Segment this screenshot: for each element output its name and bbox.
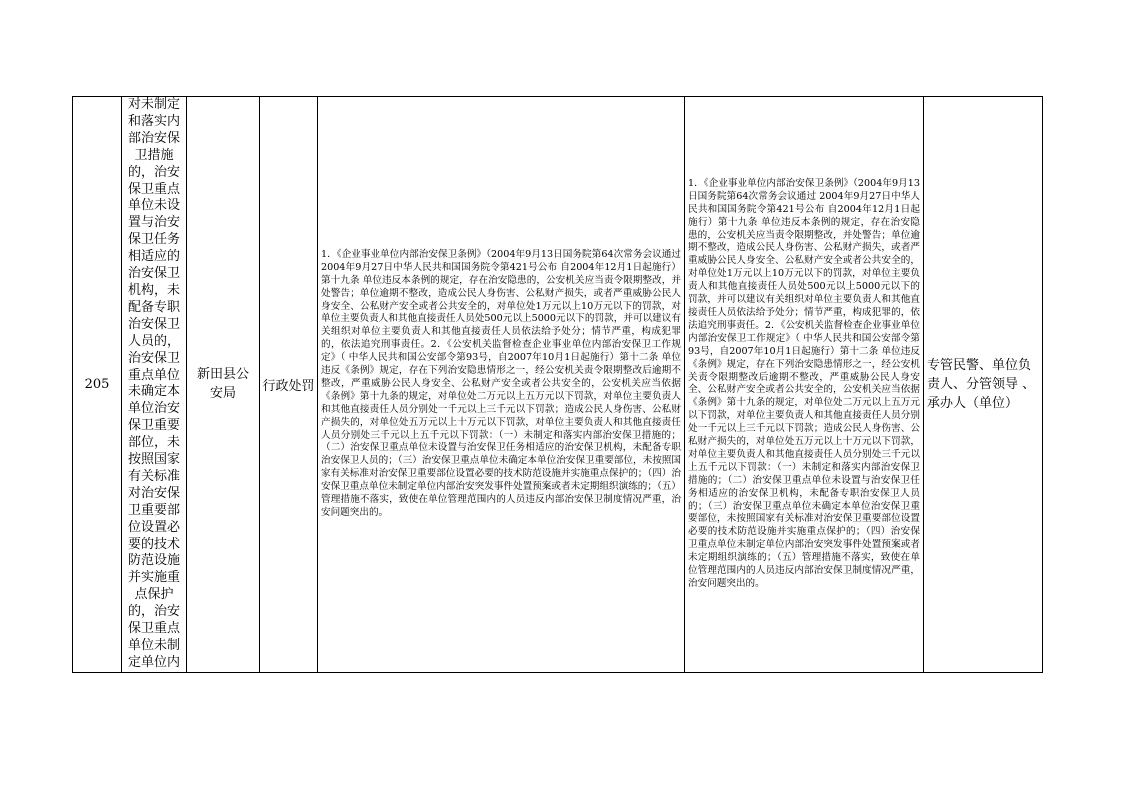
row-number: 205 (84, 376, 110, 392)
action-type: 行政处罚 (262, 378, 315, 394)
legal-basis-text: 1．《企业事业单位内部治安保卫条例》（2004年9月13日国务院第64次常务会议通过 2004年9月27日中华人民共和国国务院令第421号公布 自2004年12月1日起施行）第十九条 单位违反本条例的规定，存在治安隐患的，公安机关应当责令限期整改，并处警告；单位逾期不整改，造成公民人身伤害、公私财产损失，或者严重威胁公民人身安全、公私财产安全或者公共安全的，对单位处1万元以上10万元以下的罚款，对单位主要负责人和其他直接责任人员处500元以上5000元以下的罚款，并可以建议有关组织对单位主要负责人和其他直接责任人员依法给予处分；情节严重，构成犯罪的，依法追究刑事责任。2．《公安机关监督检查企业事业单位内部治安保卫工作规定》（ 中华人民共和国公安部令第93号，自2007年10月1日起施行）第十二条 单位违反《条例》规定，存在下列治安隐患情形之一，经公安机关责令限期整改后逾期不整改，严重威胁公民人身安全、公私财产安全或者公共安全的，公安机关应当依据《条例》第十九条的规定，对单位处二万元以上五万元以下罚款，对单位主要负责人和其他直接责任人员分别处一千元以上三千元以下罚款；造成公民人身伤害、公私财产损失的，对单位处五万元以上十万元以下罚款，对单位主要负责人和其他直接责任人员分别处三千元以上五千元以下罚款：（一）未制定和落实内部治安保卫措施的；（二）治安保卫重点单位未设置与治安保卫任务相适应的治安保卫机构，未配备专职治安保卫人员的；（三）治安保卫重点单位未确定本单位治安保卫重要部位，未按照国家有关标准对治安保卫重要部位设置必要的技术防范设施并实施重点保护的；（四）治安保卫重点单位未制定单位内部治安突发事件处置预案或者未定期组织演练的；（五）管理措施不落实，致使在单位管理范围内的人员违反内部治安保卫制度情况严重，治安问题突出的。 (321, 248, 681, 519)
row-number-cell (73, 97, 122, 673)
type-cell (260, 97, 318, 673)
responsibility-basis-cell (685, 97, 924, 673)
table-row (73, 97, 1043, 673)
legal-basis-cell (318, 97, 685, 673)
department-cell (187, 97, 260, 673)
item-cell (122, 97, 187, 673)
implementing-department: 新田县公安局 (196, 367, 249, 402)
responsibility-basis-text: 1．《企业事业单位内部治安保卫条例》（2004年9月13日国务院第64次常务会议通过 2004年9月27日中华人民共和国国务院令第421号公布 自2004年12月1日起施行）第十九条 单位违反本条例的规定，存在治安隐患的，公安机关应当责令限期整改，并处警告；单位逾期不整改，造成公民人身伤害、公私财产损失，或者严重威胁公民人身安全、公私财产安全或者公共安全的，对单位处1万元以上10万元以下的罚款，对单位主要负责人和其他直接责任人员处500元以上5000元以下的罚款，并可以建议有关组织对单位主要负责人和其他直接责任人员依法给予处分；情节严重，构成犯罪的，依法追究刑事责任。2．《公安机关监督检查企业事业单位内部治安保卫工作规定》（ 中华人民共和国公安部令第93号，自2007年10月1日起施行）第十二条 单位违反《条例》规定，存在下列治安隐患情形之一，经公安机关责令限期整改后逾期不整改，严重威胁公民人身安全、公私财产安全或者公共安全的，公安机关应当依据《条例》第十九条的规定，对单位处二万元以上五万元以下罚款，对单位主要负责人和其他直接责任人员分别处一千元以上三千元以下罚款；造成公民人身伤害、公私财产损失的，对单位处五万元以上十万元以下罚款，对单位主要负责人和其他直接责任人员分别处三千元以上五千元以下罚款：（一）未制定和落实内部治安保卫措施的；（二）治安保卫重点单位未设置与治安保卫任务相适应的治安保卫机构，未配备专职治安保卫人员的；（三）治安保卫重点单位未确定本单位治安保卫重要部位，未按照国家有关标准对治安保卫重要部位设置必要的技术防范设施并实施重点保护的；（四）治安保卫重点单位未制定单位内部治安突发事件处置预案或者未定期组织演练的；（五）管理措施不落实，致使在单位管理范围内的人员违反内部治安保卫制度情况严重，治安问题突出的。 (688, 177, 920, 589)
responsible-party-cell (924, 97, 1043, 673)
responsible-party: 专管民警、单位负责人、分管领导 、承办人（单位） (927, 357, 1036, 411)
item-description: 对未制定和落实内部治安保卫措施的，治安保卫重点单位未设置与治安保卫任务相适应的治安保卫机构，未配备专职治安保卫人员的，治安保卫重点单位未确定本单位治安保卫重要部位，未按照国家有关标准对治安保卫重要部位设置必要的技术防范设施并实施重点保护的，治安保卫重点单位未制定单位内 (127, 97, 180, 670)
record-table (72, 96, 1043, 673)
